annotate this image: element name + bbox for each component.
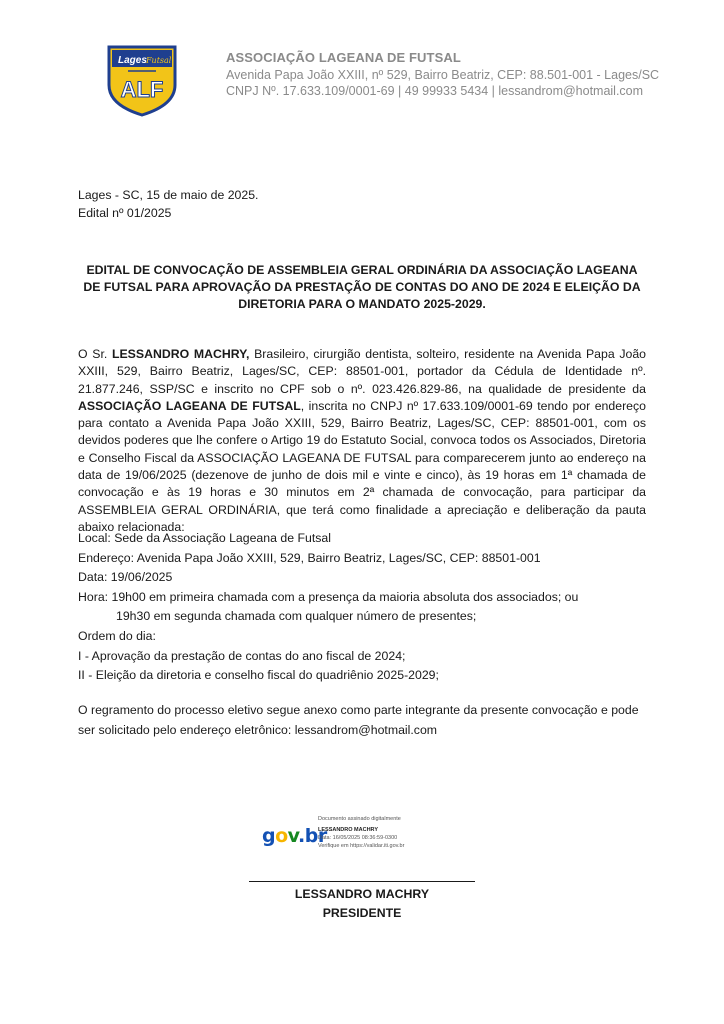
logo-text-futsal: Futsal — [146, 56, 172, 65]
digital-signature-stamp — [262, 816, 452, 856]
govbr-logo-o: o — [275, 825, 288, 847]
para-org-name: ASSOCIAÇÃO LAGEANA DE FUTSAL — [78, 398, 301, 413]
para-part1: Brasileiro, cirurgião dentista, solteiro, residente na Avenida Papa João XXIII, 529, Bairro Beatriz, Lages/SC, CEP: 88501-001, portador da Cédula de Identidade nº. 21.877.246, SSP/SC e inscrito no CPF sob o nº. 023.426.829-86, na qualidade de presidente da — [78, 347, 647, 396]
govbr-logo — [262, 825, 327, 847]
detail-data: Data: 19/06/2025 — [78, 570, 173, 585]
para-prefix: O Sr. — [78, 347, 112, 361]
detail-hora-first: Hora: 19h00 em primeira chamada com a presença da maioria absoluta dos associados; ou — [78, 589, 579, 604]
govbr-logo-g: g — [262, 825, 276, 847]
meeting-details — [78, 529, 646, 686]
digital-signature-date: Data: 16/05/2025 08:36:59-0300 — [318, 835, 398, 841]
detail-hora-second: 19h30 em segunda chamada com qualquer número de presentes; — [116, 609, 477, 624]
signer-name: LESSANDRO MACHRY — [294, 887, 430, 901]
digital-signature-name: LESSANDRO MACHRY — [318, 827, 378, 833]
alf-shield-logo — [103, 41, 181, 117]
digital-signature-verify: Verifique em https://validar.iti.gov.br — [318, 843, 405, 849]
document-title: EDITAL DE CONVOCAÇÃO DE ASSEMBLEIA GERAL ORDINÁRIA DA ASSOCIAÇÃO LAGEANA DE FUTSAL PARA APROVAÇÃO DA PRESTAÇÃO DE CONTAS DO ANO DE 2024 E ELEIÇÃO DA DIRETORIA PARA O MANDATO 2025-2029. — [83, 263, 641, 311]
org-name: ASSOCIAÇÃO LAGEANA DE FUTSAL — [226, 50, 461, 65]
agenda-item-2: II - Eleição da diretoria e conselho fiscal do quadriênio 2025-2029; — [78, 668, 439, 683]
signature-line — [249, 881, 475, 882]
closing-line-1: O regramento do processo eletivo segue anexo como parte integrante da presente convocação e pode — [78, 703, 639, 717]
edital-number: Edital nº 01/2025 — [78, 206, 172, 220]
logo-text-alf: ALF — [120, 77, 164, 102]
main-paragraph — [78, 346, 646, 536]
closing-paragraph — [78, 700, 646, 740]
govbr-logo-br: br — [304, 825, 327, 847]
detail-endereco: Endereço: Avenida Papa João XXIII, 529, Bairro Beatriz, Lages/SC, CEP: 88501-001 — [78, 550, 541, 565]
agenda-item-1: I - Aprovação da prestação de contas do ano fiscal de 2024; — [78, 648, 406, 663]
govbr-logo-dot: . — [298, 825, 305, 847]
date-line: Lages - SC, 15 de maio de 2025. — [78, 188, 259, 202]
detail-ordem: Ordem do dia: — [78, 628, 156, 643]
digital-signature-label: Documento assinado digitalmente — [318, 816, 401, 822]
para-president-name: LESSANDRO MACHRY, — [111, 347, 250, 361]
para-part2: , inscrita no CNPJ nº 17.633.109/0001-69 tendo por endereço para contato a Avenida Papa João XXIII, 529, Bairro Beatriz, Lages/SC, CEP: 88501-001, com os devidos poderes que lhe confere o Artigo 19 do Estatuto Social, convoca todos os Associados, Diretoria e Conselho Fiscal da ASSOCIAÇÃO LAGEANA DE FUTSAL para comparecerem junto ao endereço na data de 19/06/2025 (dezenove de junho de dois mil e vinte e cinco), às 19 horas em 1ª chamada de convocação e às 19 horas e 30 minutos em 2ª chamada de convocação, para participar da ASSEMBLEIA GERAL ORDINÁRIA, que terá como finalidade a apreciação e deliberação da pauta abaixo relacionada: — [78, 398, 646, 534]
logo-text-lages: Lages — [118, 55, 147, 66]
govbr-logo-v: v — [287, 825, 299, 847]
closing-line-2: ser solicitado pelo endereço eletrônico: lessandrom@hotmail.com — [78, 723, 438, 737]
org-contact: CNPJ Nº. 17.633.109/0001-69 | 49 99933 5434 | lessandrom@hotmail.com — [226, 84, 644, 98]
org-address: Avenida Papa João XXIII, nº 529, Bairro Beatriz, CEP: 88.501-001 - Lages/SC — [226, 68, 660, 82]
signer-role: PRESIDENTE — [322, 906, 402, 920]
detail-local: Local: Sede da Associação Lageana de Futsal — [78, 531, 331, 545]
